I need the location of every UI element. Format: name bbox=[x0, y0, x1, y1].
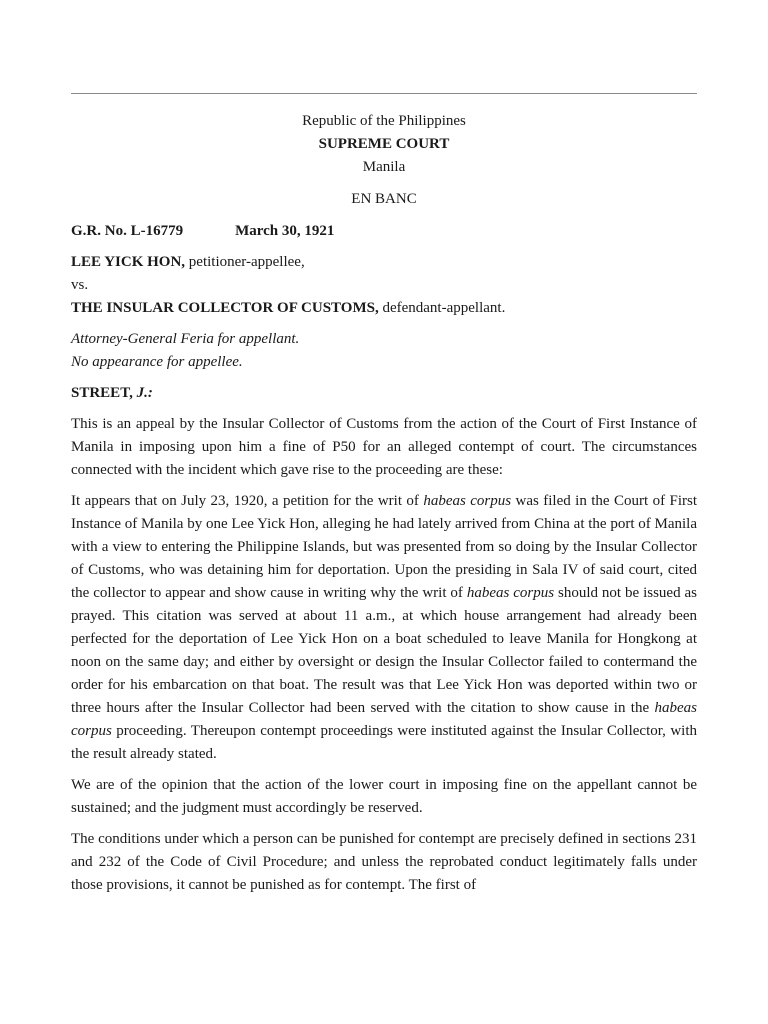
parties-block bbox=[71, 251, 697, 320]
paragraph-2-text: was filed in the Court of First Instance of Manila by one Lee Yick Hon, alleging he had lately arrived from China at the port of Manila with a view to entering the Philippine Islands, but was presented from so doing by the Insular Collector of Customs, who was detaining him for deportation. Upon the presiding in Sala IV of said court, cited the collector to appear and show cause in writing why the writ of bbox=[71, 493, 697, 601]
paragraph-2-text: It appears that on July 23, 1920, a petition for the writ of bbox=[71, 493, 424, 509]
case-number-line bbox=[71, 220, 697, 243]
case-date: March 30, 1921 bbox=[235, 223, 335, 239]
habeas-corpus-term: habeas corpus bbox=[71, 700, 697, 739]
respondent-line bbox=[71, 297, 697, 320]
ponente-line bbox=[71, 382, 697, 405]
paragraph-2-text: should not be issued as prayed. This citation was served at about 11 a.m., at which house arrangement had already been perfected for the deportation of Lee Yick Hon on a boat scheduled to leave Manila for Hongkong at noon on the same day; and either by oversight or design the Insular Collector failed to contermand the order for his embarcation on that boat. The result was that Lee Yick Hon was deported within two or three hours after the Insular Collector had been served with the citation to show cause in the bbox=[71, 585, 697, 716]
division-label: EN BANC bbox=[351, 191, 417, 207]
paragraph-4: The conditions under which a person can be punished for contempt are precisely defined in sections 231 and 232 of the Code of Civil Procedure; and unless the reprobated conduct legitimately falls under those provisions, it cannot be punished as for contempt. The first of bbox=[71, 831, 697, 893]
paragraph-3: We are of the opinion that the action of the lower court in imposing fine on the appellant cannot be sustained; and the judgment must accordingly be reserved. bbox=[71, 777, 697, 816]
respondent-role: defendant-appellant. bbox=[378, 300, 506, 316]
petitioner-role: petitioner-appellee, bbox=[185, 254, 305, 270]
ponente-name: STREET, bbox=[71, 385, 137, 401]
habeas-corpus-term: habeas corpus bbox=[466, 585, 555, 601]
ponente-title: J.: bbox=[136, 385, 153, 401]
appearances-block bbox=[71, 328, 697, 374]
court-city: Manila bbox=[362, 159, 406, 175]
case-number: G.R. No. L-16779 bbox=[71, 223, 184, 239]
respondent-name: THE INSULAR COLLECTOR OF CUSTOMS, bbox=[71, 300, 379, 316]
appellant-counsel: Attorney-General Feria for appellant. bbox=[71, 331, 300, 347]
petitioner-line bbox=[71, 251, 697, 274]
paragraph-1: This is an appeal by the Insular Collector of Customs from the action of the Court of First Instance of Manila in imposing upon him a fine of P50 for an alleged contempt of court. The circumstances connected with the incident which gave rise to the proceeding are these: bbox=[71, 416, 697, 478]
petitioner-name: LEE YICK HON, bbox=[71, 254, 186, 270]
versus-line: vs. bbox=[71, 277, 89, 293]
habeas-corpus-term: habeas corpus bbox=[423, 493, 512, 509]
republic-line: Republic of the Philippines bbox=[302, 113, 466, 129]
paragraph-2-text: proceeding. Thereupon contempt proceedings were instituted against the Insular Collector, with the result already stated. bbox=[71, 723, 697, 762]
document-body bbox=[71, 110, 697, 897]
appellee-counsel: No appearance for appellee. bbox=[71, 354, 243, 370]
court-name: SUPREME COURT bbox=[318, 136, 450, 152]
paragraph-2 bbox=[71, 490, 697, 766]
